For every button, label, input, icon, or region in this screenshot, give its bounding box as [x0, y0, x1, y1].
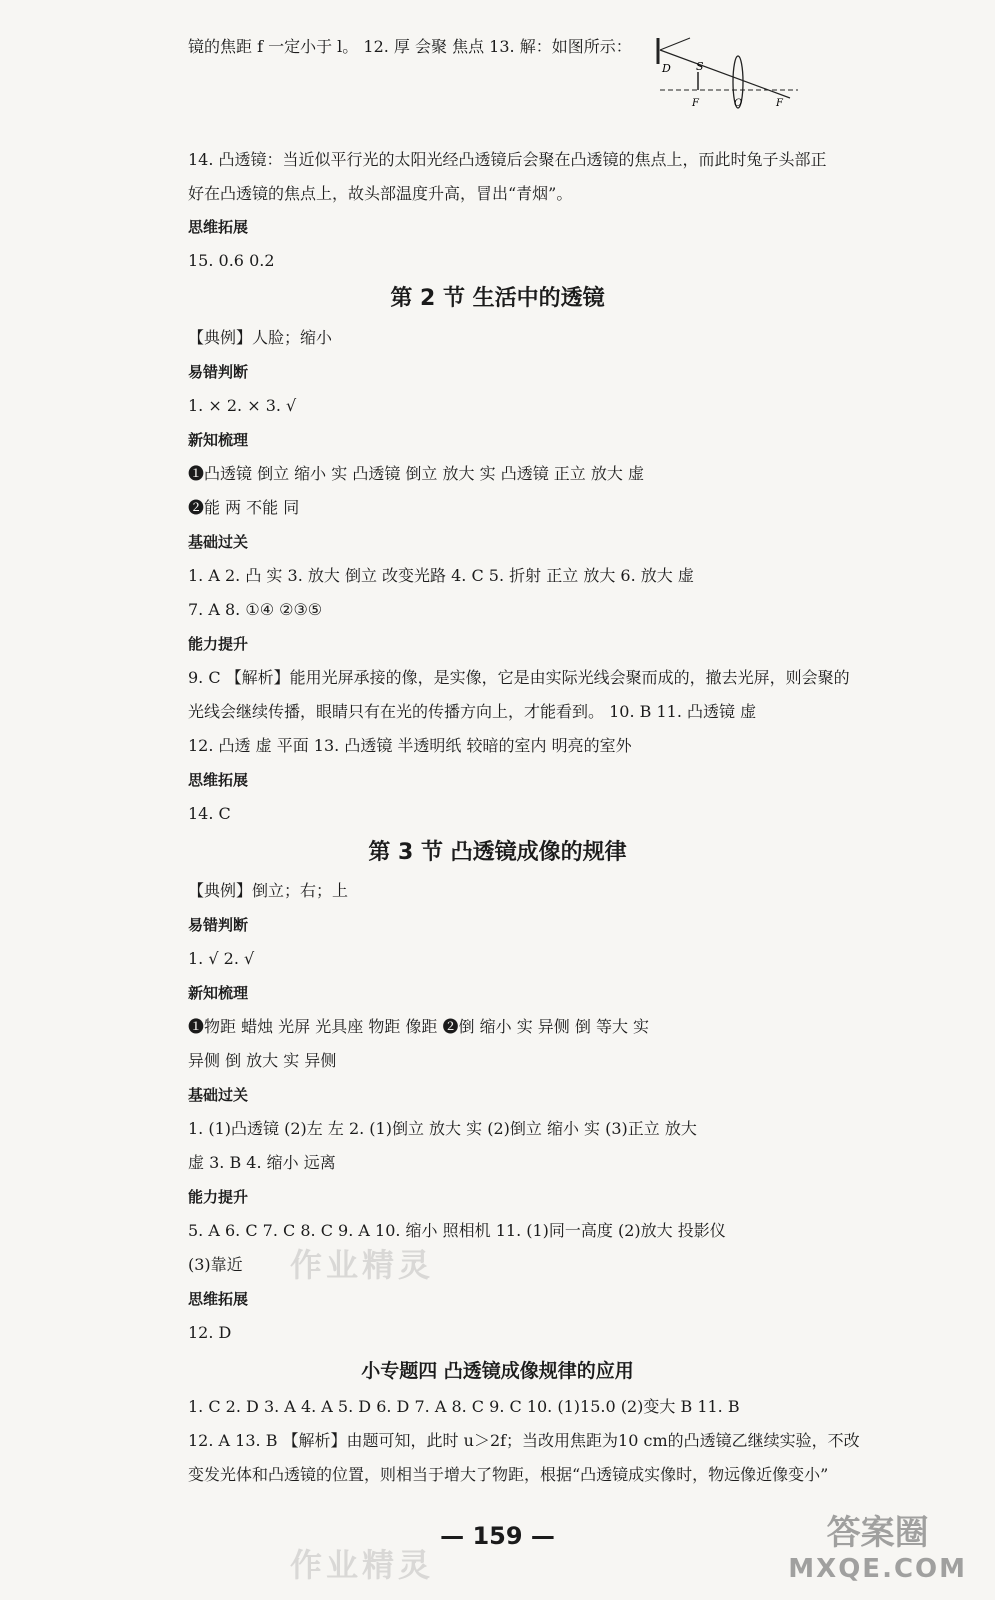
page-number: — 159 — [440, 1522, 555, 1550]
section-heading: 思维拓展 [188, 771, 249, 789]
section-heading: 易错判断 [188, 363, 249, 381]
label-f-right: F [776, 98, 783, 109]
logo-bottom: MXQE.COM [788, 1554, 967, 1584]
section-heading: 思维拓展 [188, 1290, 249, 1308]
text-line: 变发光体和凸透镜的位置，则相当于增大了物距，根据“凸透镜成实像时，物远像近像变小” [188, 1465, 829, 1484]
text-line: 5. A 6. C 7. C 8. C 9. A 10. 缩小 照相机 11. (1)同一高度 (2)放大 投影仪 [188, 1221, 726, 1240]
section-heading: 新知梳理 [188, 984, 249, 1002]
text-line: 异侧 倒 放大 实 异侧 [188, 1051, 337, 1070]
watermark: 作业精灵 [290, 1246, 435, 1284]
label-f-left: F [692, 98, 699, 109]
text-line: 虚 3. B 4. 缩小 远离 [188, 1153, 336, 1172]
label-o: O [734, 98, 743, 109]
text-line: 好在凸透镜的焦点上，故头部温度升高，冒出“青烟”。 [188, 184, 573, 203]
text-line: 【典例】人脸；缩小 [188, 328, 333, 347]
section-heading: 能力提升 [188, 1188, 249, 1206]
section-title: 第 3 节 凸透镜成像的规律 [368, 840, 627, 865]
text-line: 9. C 【解析】能用光屏承接的像，是实像，它是由实际光线会聚而成的，撤去光屏，则会聚的 [188, 668, 850, 687]
section-heading: 易错判断 [188, 916, 249, 934]
text-line: ❷能 两 不能 同 [188, 498, 300, 517]
text-line: 7. A 8. ①④ ②③⑤ [188, 600, 323, 619]
text-line: 镜的焦距 f 一定小于 l。 12. 厚 会聚 焦点 13. 解：如图所示： [188, 37, 632, 56]
logo-top: 答案圈 [826, 1513, 929, 1553]
text-line: 14. 凸透镜：当近似平行光的太阳光经凸透镜后会聚在凸透镜的焦点上，而此时兔子头部正 [188, 150, 827, 169]
text-line: (3)靠近 [188, 1255, 243, 1274]
text-line: 12. D [188, 1323, 232, 1342]
lens-diagram [650, 30, 800, 110]
subtopic-title: 小专题四 凸透镜成像规律的应用 [361, 1360, 634, 1382]
text-line: 14. C [188, 804, 231, 823]
section-heading: 基础过关 [188, 1086, 249, 1104]
text-line: 1. √ 2. √ [188, 949, 255, 968]
site-logo [788, 1515, 967, 1587]
section-heading: 思维拓展 [188, 218, 249, 236]
text-line: 光线会继续传播，眼睛只有在光的传播方向上，才能看到。 10. B 11. 凸透镜 虚 [188, 702, 757, 721]
text-line: ❶物距 蜡烛 光屏 光具座 物距 像距 ❷倒 缩小 实 异侧 倒 等大 实 [188, 1017, 650, 1036]
text-line: 12. 凸透 虚 平面 13. 凸透镜 半透明纸 较暗的室内 明亮的室外 [188, 736, 632, 755]
label-d: D [662, 62, 671, 75]
text-line: 1. (1)凸透镜 (2)左 左 2. (1)倒立 放大 实 (2)倒立 缩小 实 (3)正立 放大 [188, 1119, 697, 1138]
text-line: 1. × 2. × 3. √ [188, 396, 297, 415]
text-line: 【典例】倒立；右；上 [188, 881, 349, 900]
text-line: 12. A 13. B 【解析】由题可知，此时 u＞2f；当改用焦距为10 cm的凸透镜乙继续实验，不改 [188, 1431, 860, 1450]
section-heading: 新知梳理 [188, 431, 249, 449]
label-s: S [696, 60, 704, 73]
section-heading: 基础过关 [188, 533, 249, 551]
section-heading: 能力提升 [188, 635, 249, 653]
text-line: 1. C 2. D 3. A 4. A 5. D 6. D 7. A 8. C 9. C 10. (1)15.0 (2)变大 B 11. B [188, 1397, 740, 1416]
text-line: 15. 0.6 0.2 [188, 251, 275, 270]
watermark: 作业精灵 [290, 1546, 435, 1584]
section-title: 第 2 节 生活中的透镜 [390, 286, 605, 311]
text-line: 1. A 2. 凸 实 3. 放大 倒立 改变光路 4. C 5. 折射 正立 放大 6. 放大 虚 [188, 566, 694, 585]
text-line: ❶凸透镜 倒立 缩小 实 凸透镜 倒立 放大 实 凸透镜 正立 放大 虚 [188, 464, 644, 483]
